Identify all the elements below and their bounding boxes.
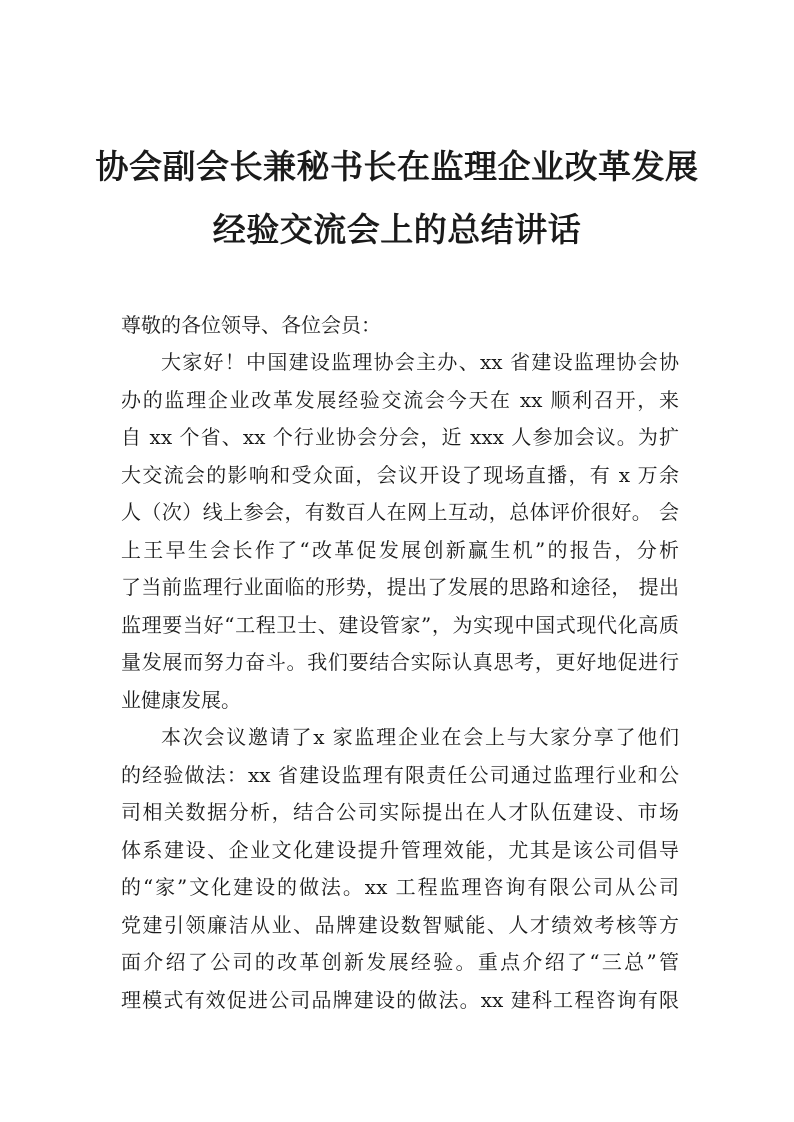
paragraph-line: 监理要当好“工程卫士、建设管家”，为实现中国式现代化高质 — [121, 612, 679, 637]
paragraph-line: 上王早生会长作了“改革促发展创新赢生机”的报告，分析 — [121, 537, 679, 562]
paragraph-line: 本次会议邀请了x 家监理企业在会上与大家分享了他们 — [161, 725, 679, 749]
paragraph-line: 办的监理企业改革发展经验交流会今天在 xx 顺利召开，来 — [121, 387, 679, 412]
paragraph-line: 司相关数据分析，结合公司实际提出在人才队伍建设、市场 — [121, 800, 679, 824]
paragraph-line: 面介绍了公司的改革创新发展经验。重点介绍了“三总”管 — [121, 950, 679, 974]
paragraph-line: 党建引领廉洁从业、品牌建设数智赋能、人才绩效考核等方 — [121, 912, 679, 937]
paragraph-line: 了当前监理行业面临的形势，提出了发展的思路和途径， 提出 — [121, 575, 679, 599]
paragraph-line: 的经验做法：xx 省建设监理有限责任公司通过监理行业和公 — [121, 762, 679, 787]
document-title-line-1: 协会副会长兼秘书长在监理企业改革发展 — [95, 147, 699, 186]
paragraph-line: 体系建设、企业文化建设提升管理效能，尤其是该公司倡导 — [121, 837, 679, 862]
paragraph-line: 大家好！中国建设监理协会主办、xx 省建设监理协会协 — [161, 350, 679, 374]
document-title-line-2: 经验交流会上的总结讲话 — [212, 210, 582, 249]
paragraph-line: 理模式有效促进公司品牌建设的做法。xx 建科工程咨询有限 — [121, 987, 679, 1012]
paragraph-line: 自 xx 个省、xx 个行业协会分会，近 xxx 人参加会议。为扩 — [121, 425, 679, 449]
paragraph-line: 大交流会的影响和受众面，会议开设了现场直播，有 x 万余 — [121, 462, 679, 487]
paragraph-line: 量发展而努力奋斗。我们要结合实际认真思考，更好地促进行 — [121, 650, 679, 674]
paragraph-2 — [121, 719, 679, 1019]
paragraph-1 — [121, 344, 679, 719]
salutation: 尊敬的各位领导、各位会员： — [121, 313, 381, 337]
paragraph-line: 业健康发展。 — [121, 687, 241, 712]
paragraph-line: 人（次）线上参会，有数百人在网上互动，总体评价很好。 会 — [121, 500, 679, 524]
paragraph-line: 的“家”文化建设的做法。xx 工程监理咨询有限公司从公司 — [121, 875, 679, 899]
